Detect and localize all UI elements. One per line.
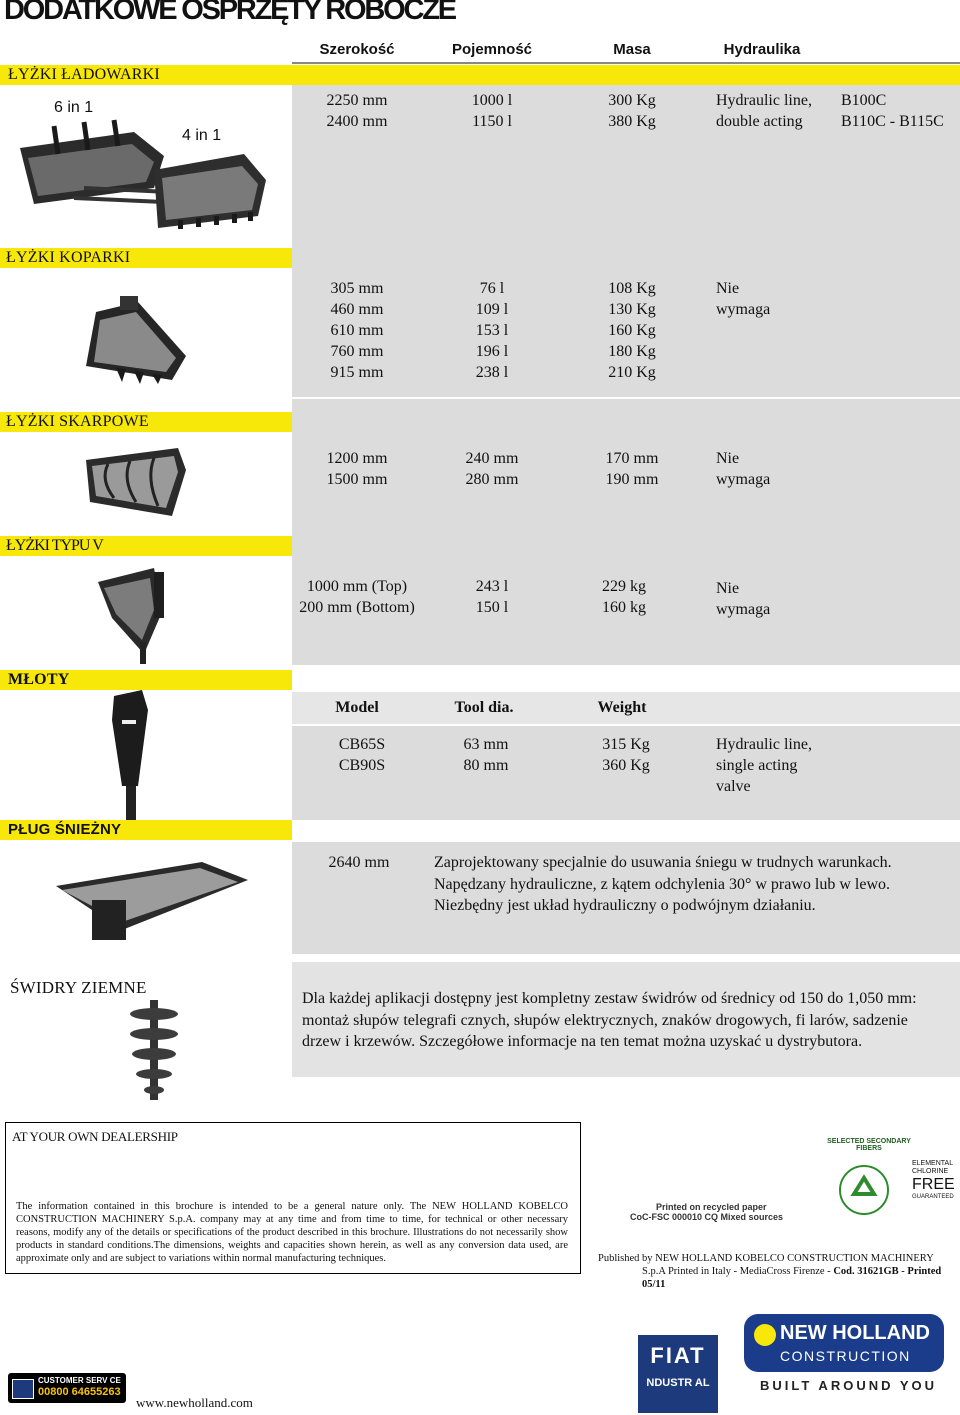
nh-logo-panel — [744, 1314, 944, 1372]
loader-width: 2250 mm 2400 mm — [326, 92, 388, 130]
vbucket-hydraulics: Nie wymaga — [716, 580, 771, 618]
loader-hydraulics: Hydraulic line, double acting — [716, 92, 812, 130]
ditching-hydraulics: Nie wymaga — [716, 450, 771, 488]
printed-recycled-line2: CoC-FSC 000010 CQ Mixed sources — [630, 1212, 784, 1222]
header-divider — [292, 62, 960, 64]
excavator-hydraulics: Nie wymaga — [716, 280, 771, 318]
section-title-augers: ŚWIDRY ZIEMNE — [10, 978, 147, 997]
excavator-mass: 108 Kg 130 Kg 160 Kg 180 Kg 210 Kg — [608, 280, 656, 381]
snowplough-width: 2640 mm — [328, 854, 390, 871]
recycled-seal-icon — [824, 1150, 906, 1226]
vbucket-mass: 229 kg 160 kg — [602, 578, 646, 616]
col-header-hydraulics: Hydraulika — [723, 41, 801, 58]
section-bar-loader-ext — [292, 65, 960, 85]
label-6in1: 6 in 1 — [54, 99, 94, 116]
dealer-box-title: AT YOUR OWN DEALERSHIP — [12, 1129, 178, 1144]
col-header-mass: Masa — [613, 41, 651, 58]
section-title-excavator: ŁYŻKI KOPARKI — [6, 249, 131, 266]
ecf-line1: ELEMENTAL — [912, 1160, 954, 1167]
vbucket-width: 1000 mm (Top) 200 mm (Bottom) — [299, 578, 415, 616]
nh-badge-icon — [12, 1379, 34, 1399]
vbucket-capacity: 243 l 150 l — [475, 578, 509, 616]
loader-mass: 300 Kg 380 Kg — [608, 92, 656, 130]
table-header-row — [292, 37, 960, 63]
fiat-logo-line1: FIAT — [650, 1343, 706, 1368]
excavator-width: 305 mm 460 mm 610 mm 760 mm 915 mm — [330, 280, 384, 381]
section-title-snowplough: PŁUG ŚNIEŻNY — [8, 821, 122, 838]
ecf-line2: CHLORINE — [912, 1168, 949, 1175]
customer-service-badge[interactable] — [8, 1373, 126, 1403]
hammer-col-model: Model — [335, 699, 379, 716]
excavator-capacity: 76 l 109 l 153 l 196 l 238 l — [475, 280, 509, 381]
loader-capacity: 1000 l 1150 l — [471, 92, 513, 130]
4in1-bucket-image — [148, 150, 272, 232]
dealer-disclaimer: The information contained in this brochure is intended to be a general nature only. The NEW HOLLAND KOBELCO CONSTRUCTION MACHINERY S.p.A. company may at any time and from time to time, for technical or other necessary reasons, modify any of the details or specifications of the product described in this brochure. Illustrations do not necessarily show products in standard conditions.The dimensions, weights and capacities shown herein, as well as any conversion data used, are approximate only and are subject to variations within normal manufacturing techniques. — [16, 1201, 568, 1264]
publisher-code: Cod. 31621GB - Printed — [833, 1266, 942, 1277]
ditching-bucket-image — [78, 440, 190, 522]
nh-leaf-icon — [754, 1324, 776, 1346]
printed-recycled-line1: Printed on recycled paper — [656, 1202, 767, 1212]
hammer-tool-dia: 63 mm 80 mm — [463, 736, 509, 774]
hammer-weight: 315 Kg 360 Kg — [602, 736, 650, 774]
snowplough-image — [52, 860, 252, 946]
nh-logo-line2: CONSTRUCTION — [780, 1348, 911, 1364]
col-header-width: Szerokość — [319, 41, 395, 58]
section-title-loader: ŁYŻKI ŁADOWARKI — [8, 66, 160, 83]
fiat-logo-line2: NDUSTR AL — [646, 1377, 710, 1389]
nh-logo-line1: NEW HOLLAND — [780, 1322, 930, 1344]
excavator-bucket-image — [76, 296, 194, 384]
ecf-line3: FREE — [912, 1176, 955, 1193]
ecf-line4: GUARANTEED — [912, 1194, 954, 1200]
nh-tagline: BUILT AROUND YOU — [760, 1378, 938, 1393]
hammer-image — [108, 690, 164, 824]
auger-description: Dla każdej aplikacji dostępny jest kompletny zestaw świdrów od średnicy od 150 do 1,050 mm: montaż słupów telegrafi cznych, słupów elektrycznych, znaków drogowych, fi larów, sadzenie drzew i krzewów. Szczegółowe informacje na ten temat można uzyskać u dystrybutora. — [302, 990, 917, 1050]
section-title-ditching: ŁYŻKI SKARPOWE — [6, 413, 149, 430]
snowplough-description: Zaprojektowany specjalnie do usuwania śniegu w trudnych warunkach. Napędzany hydrauliczne, z kątem odchylenia 30° w prawo lub w lewo. Niezbędny jest układ hydrauliczny o podwójnym działaniu. — [434, 854, 892, 914]
loader-models: B100C B110C - B115C — [841, 92, 944, 130]
website-link[interactable]: www.newholland.com — [136, 1395, 253, 1410]
recycled-seal-text: SELECTED SECONDARY FIBERS — [827, 1138, 911, 1152]
hammer-col-weight: Weight — [597, 699, 647, 716]
col-header-capacity: Pojemność — [451, 41, 533, 58]
publisher-line2 — [642, 1266, 941, 1277]
customer-service-line1: CUSTOMER SERV CE — [38, 1376, 121, 1385]
page-title: DODATKOWE OSPRZĘTY ROBOCZE — [4, 0, 455, 26]
publisher-line1: Published by NEW HOLLAND KOBELCO CONSTRUCTION MACHINERY — [598, 1253, 934, 1264]
section-title-hammers: MŁOTY — [8, 671, 70, 688]
auger-image — [126, 1000, 182, 1100]
hammer-hydraulics: Hydraulic line, single acting valve — [716, 736, 812, 795]
new-holland-logo — [740, 1312, 950, 1402]
v-bucket-image — [92, 568, 176, 668]
ditching-capacity: 240 mm 280 mm — [465, 450, 519, 488]
label-4in1: 4 in 1 — [182, 127, 222, 144]
publisher-line3: 05/11 — [642, 1279, 666, 1290]
fiat-industrial-logo — [638, 1335, 718, 1413]
hammer-models: CB65S CB90S — [338, 736, 386, 774]
publisher-line2-start: S.p.A Printed in Italy - MediaCross Firenze - — [642, 1266, 834, 1277]
section-title-vbucket: ŁYŻKI TYPU V — [6, 537, 103, 554]
hammer-col-tool: Tool dia. — [454, 699, 514, 716]
ditching-width: 1200 mm 1500 mm — [326, 450, 388, 488]
ditching-mass: 170 mm 190 mm — [605, 450, 659, 488]
customer-service-number: 00800 64655263 — [38, 1386, 121, 1398]
